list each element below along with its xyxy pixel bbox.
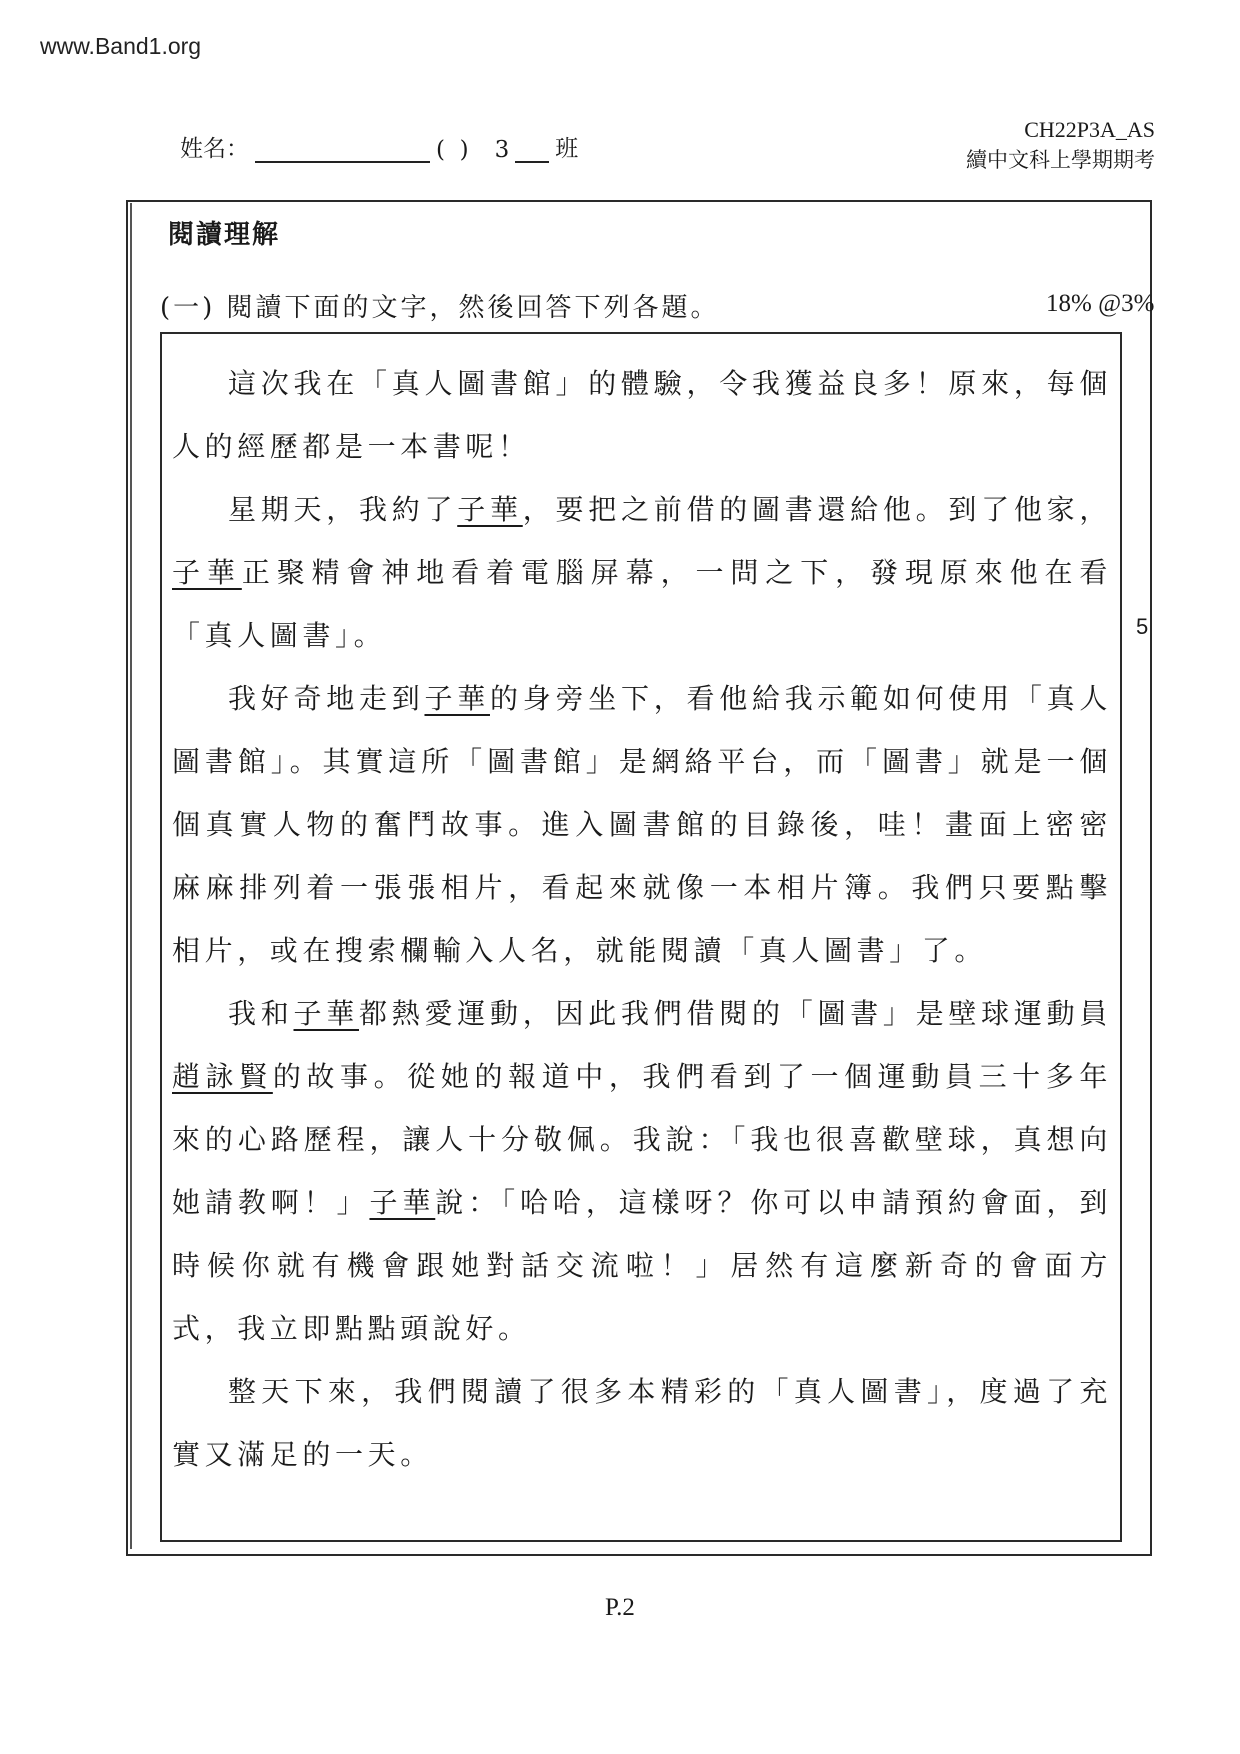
proper-name: 趙詠賢	[172, 1060, 273, 1093]
passage-paragraph	[172, 667, 1112, 982]
passage-text: 這次我在「真人圖書館」的體驗，令我獲益良多！原來，每個人的經歷都是一本書呢！	[172, 367, 1112, 463]
question-instruction: (一) 閱讀下面的文字，然後回答下列各題。	[160, 293, 720, 323]
student-info-line	[180, 130, 578, 163]
passage-paragraph	[172, 982, 1112, 1360]
proper-name: 子華	[172, 556, 242, 589]
proper-name: 子華	[424, 682, 490, 715]
proper-name: 子華	[457, 493, 523, 526]
passage-text: 我和	[228, 997, 294, 1030]
passage-paragraph	[172, 1360, 1112, 1486]
paper-code: CH22P3A_AS	[1024, 117, 1155, 142]
reading-passage	[172, 352, 1112, 1486]
proper-name: 子華	[293, 997, 359, 1030]
exam-title: 續中文科上學期期考	[966, 148, 1155, 172]
site-watermark: www.Band1.org	[40, 33, 202, 59]
class-number-paren: ( )	[436, 137, 469, 163]
section-title: 閱讀理解	[168, 220, 281, 250]
name-label: 姓名：	[180, 136, 249, 162]
passage-text: 的故事。從她的報道中，我們看到了一個運動員三十多年來的心路歷程，讓人十分敬佩。我說：「我也很喜歡壁球，真想向她請教啊！」	[172, 1060, 1112, 1219]
passage-text: 我好奇地走到	[228, 682, 425, 715]
passage-text: 的身旁坐下，看他給我示範如何使用「真人圖書館」。其實這所「圖書館」是網絡平台，而「圖書」就是一個個真實人物的奮鬥故事。進入圖書館的目錄後，哇！畫面上密密麻麻排列着一張張相片，看起來就像一本相片簿。我們只要點擊相片，或在搜索欄輸入人名，就能閱讀「真人圖書」了。	[172, 682, 1113, 967]
passage-text: ，要把之前借的圖書還給他。到了他家，	[522, 493, 1113, 526]
line-number-marker: 5	[1136, 614, 1149, 639]
class-suffix: 班	[555, 136, 579, 162]
class-blank	[515, 137, 549, 163]
passage-text: 說：「哈哈，這樣呀？你可以申請預約會面，到時候你就有機會跟她對話交流啦！」居然有這麼新奇的會面方式，我立即點點頭說好。	[172, 1186, 1113, 1345]
proper-name: 子華	[369, 1186, 436, 1219]
passage-text: 正聚精會神地看着電腦屏幕，一問之下，發現原來他在看「真人圖書」。	[172, 556, 1112, 652]
class-grade: 3	[494, 137, 510, 163]
passage-text: 星期天，我約了	[228, 493, 458, 526]
passage-text: 都熱愛運動，因此我們借閱的「圖書」是壁球運動員	[359, 997, 1113, 1030]
page-number: P.2	[605, 1594, 635, 1621]
passage-paragraph	[172, 352, 1112, 478]
passage-text: 整天下來，我們閱讀了很多本精彩的「真人圖書」，度過了充實又滿足的一天。	[172, 1375, 1112, 1471]
question-marks: 18% @3%	[1046, 290, 1155, 317]
exam-header	[966, 115, 1155, 175]
passage-paragraph	[172, 478, 1112, 667]
name-blank	[255, 137, 430, 163]
frame-inner-edge	[130, 203, 132, 1549]
